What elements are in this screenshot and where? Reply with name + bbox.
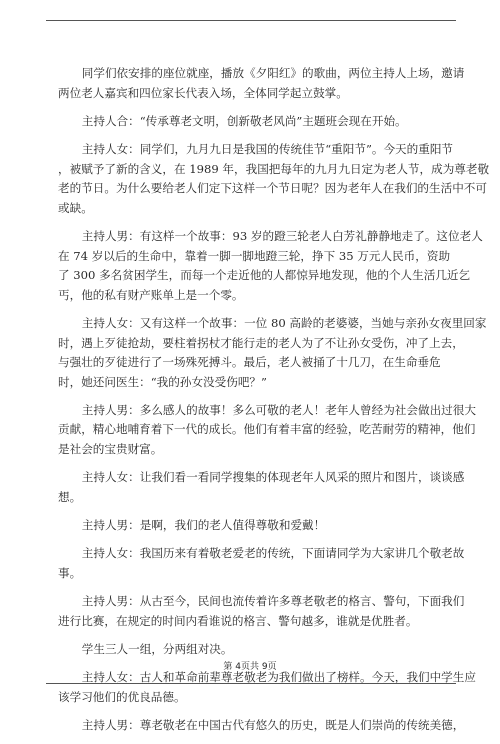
- header-rule: [46, 20, 456, 21]
- footer-rule: [46, 683, 456, 684]
- text-line: 时，遇上歹徒抢劫，要柱着拐杖才能行走的老人为了不让孙女受伤，冲了上去，: [58, 335, 464, 350]
- paragraph: [58, 227, 483, 305]
- paragraph: [58, 112, 450, 132]
- text-line: 了 300 多名贫困学生，而每一个走近他的人都惊异地发现，他的个人生活几近乞: [58, 268, 471, 283]
- text-line: 时，她还问医生：“我的孙女没受伤吧？”: [58, 374, 267, 389]
- paragraph: [58, 516, 450, 536]
- text-line: 主持人女：又有这样一个故事：一位 80 高龄的老婆婆，当她与亲孙女夜里回家: [81, 315, 487, 330]
- text-line: 主持人男：尊老敬老在中国古代有悠久的历史，既是人们崇尚的传统美德，: [81, 717, 465, 732]
- text-line: 与强壮的歹徒进行了一场殊死搏斗。最后，老人被捅了十几刀，在生命垂危: [58, 355, 441, 370]
- text-line: 主持人合：“传承尊老文明，创新敬老风尚”主题班会现在开始。: [81, 113, 407, 128]
- text-line: ，被赋予了新的含义，在 1989 年，我国把每年的九月九日定为老人节，成为尊老敬: [58, 161, 490, 176]
- paragraph: [58, 544, 465, 583]
- text-line: 该学习他们的优良品德。: [58, 689, 186, 704]
- text-line: 主持人男：有这样一个故事：93 岁的蹬三轮老人白芳礼静静地走了。这位老人: [81, 228, 483, 243]
- text-line: 老的节日。为什么要给老人们定下这样一个节日呢？因为老年人在我们的生活中不可: [58, 181, 487, 196]
- text-line: 学生三人一组，分两组对决。: [81, 641, 233, 656]
- paragraph: [58, 716, 465, 736]
- text-line: 或缺。: [58, 200, 93, 215]
- paragraph: [58, 468, 465, 507]
- text-line: 主持人女：让我们看一看同学搜集的体现老年人风采的照片和图片，谈谈感: [81, 470, 465, 485]
- paragraph: [58, 401, 476, 460]
- text-line: 贡献，精心地哺育着下一代的成长。他们有着丰富的经验，吃苦耐劳的精神，他们: [58, 422, 476, 437]
- text-line: 两位老人嘉宾和四位家长代表入场，全体同学起立鼓掌。: [58, 85, 348, 100]
- page-number: 第 4页共 9页: [223, 662, 277, 672]
- document-body: [58, 64, 490, 744]
- text-line: 事。: [58, 565, 82, 580]
- text-line: 主持人男：多么感人的故事！多么可敬的老人！老年人曾经为社会做出过很大: [81, 402, 476, 417]
- text-line: 主持人女：古人和革命前辈尊老敬老为我们做出了榜样。今天，我们中学生应: [81, 669, 476, 684]
- text-line: 主持人男：从古至今，民间也流传着许多尊老敬老的格言、警句，下面我们: [81, 594, 465, 608]
- paragraph: [58, 592, 465, 631]
- paragraph: [58, 314, 487, 392]
- text-line: 在 74 岁以后的生命中，靠着一脚一脚地蹬三轮，挣下 35 万元人民币，资助: [58, 248, 451, 263]
- paragraph: [58, 668, 476, 707]
- paragraph: [58, 64, 465, 103]
- paragraph: [58, 140, 490, 218]
- text-line: 是社会的宝贵财富。: [58, 442, 163, 457]
- text-line: 同学们依安排的座位就座，播放《夕阳红》的歌曲，两位主持人上场，邀请: [81, 66, 465, 80]
- text-line: 进行比赛，在规定的时间内看谁说的格言、警句越多，谁就是优胜者。: [58, 613, 418, 628]
- paragraph: [58, 640, 450, 660]
- text-line: 主持人女：我国历来有着敬老爱老的传统，下面请同学为大家讲几个敬老故: [81, 546, 465, 561]
- text-line: 主持人男：是啊，我们的老人值得尊敬和爱戴！: [81, 518, 326, 533]
- text-line: 主持人女：同学们，九月九日是我国的传统佳节“重阳节”。今天的重阳节: [81, 141, 454, 156]
- text-line: 想。: [58, 489, 82, 504]
- text-line: 丐，他的私有财产账单上是一个零。: [58, 287, 244, 302]
